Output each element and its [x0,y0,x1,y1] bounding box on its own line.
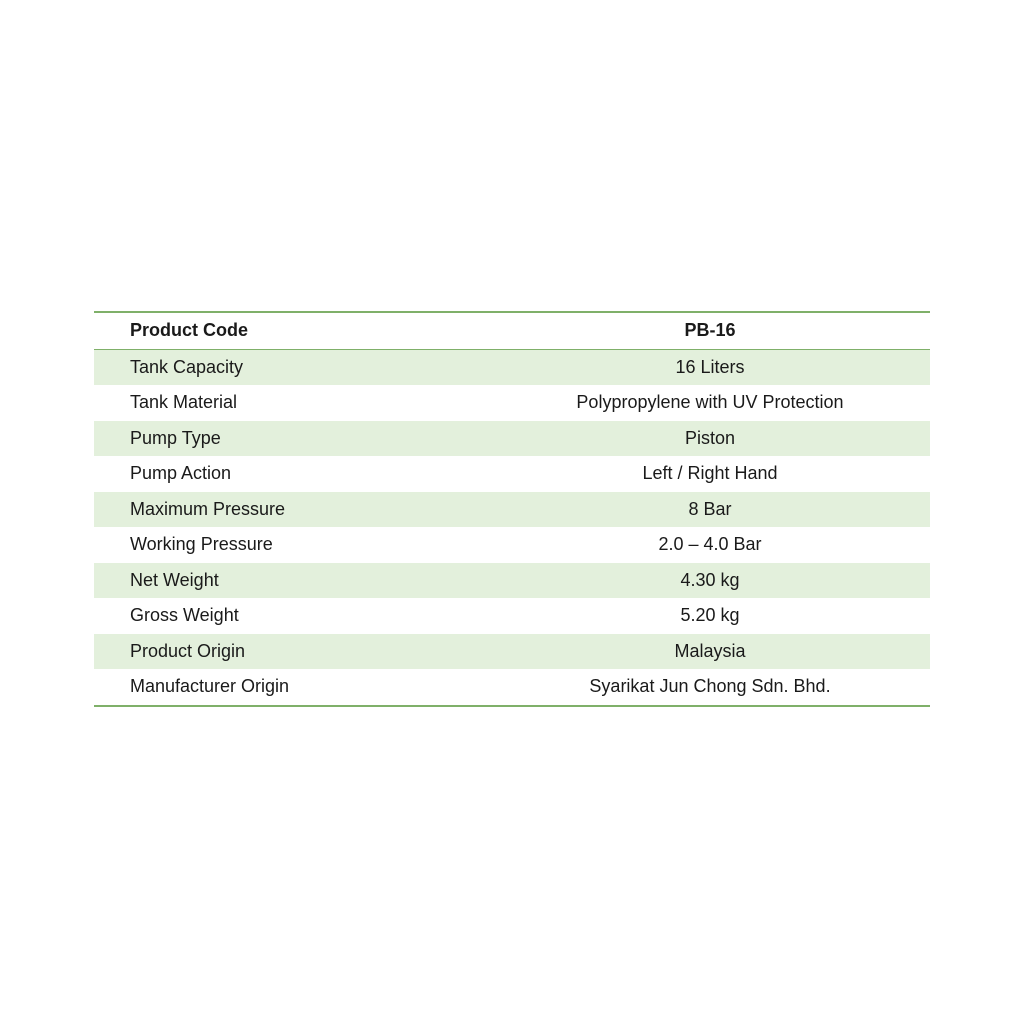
spec-table-header [94,312,930,349]
header-label: Product Code [94,312,550,349]
row-label: Net Weight [94,563,550,599]
row-value: Piston [550,421,930,457]
table-row [94,527,930,563]
row-label: Working Pressure [94,527,550,563]
row-value: Left / Right Hand [550,456,930,492]
row-label: Gross Weight [94,598,550,634]
table-row [94,385,930,421]
table-row [94,669,930,706]
table-row [94,634,930,670]
row-label: Tank Capacity [94,349,550,385]
table-row [94,492,930,528]
row-label: Pump Action [94,456,550,492]
row-value: 8 Bar [550,492,930,528]
row-label: Maximum Pressure [94,492,550,528]
row-value: 2.0 – 4.0 Bar [550,527,930,563]
row-label: Manufacturer Origin [94,669,550,706]
spec-table-body [94,349,930,706]
row-value: 4.30 kg [550,563,930,599]
row-value: Syarikat Jun Chong Sdn. Bhd. [550,669,930,706]
row-label: Pump Type [94,421,550,457]
product-spec-table [94,311,930,707]
row-value: Malaysia [550,634,930,670]
row-label: Tank Material [94,385,550,421]
row-value: 16 Liters [550,349,930,385]
table-row [94,349,930,385]
table-row [94,563,930,599]
header-row [94,312,930,349]
row-value: 5.20 kg [550,598,930,634]
row-label: Product Origin [94,634,550,670]
table-row [94,456,930,492]
header-value: PB-16 [550,312,930,349]
table-row [94,598,930,634]
row-value: Polypropylene with UV Protection [550,385,930,421]
table-row [94,421,930,457]
